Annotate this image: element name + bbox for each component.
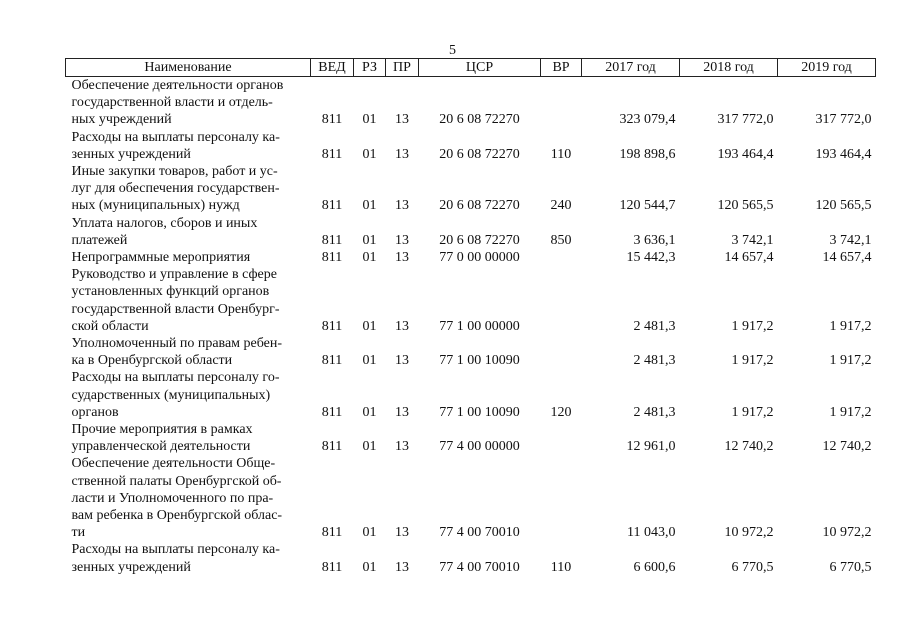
row-pr: 13 — [395, 353, 409, 369]
row-name-line: Расходы на выплаты персоналу ка- — [71, 542, 280, 558]
row-ved: 811 — [321, 198, 343, 214]
row-name-line: ственной палаты Оренбургской об- — [71, 473, 282, 489]
row-2019: 12 740,2 — [822, 439, 872, 455]
row-rz: 01 — [362, 559, 377, 575]
row-2019: 120 565,5 — [815, 198, 872, 214]
row-name-line: ных (муниципальных) нужд — [71, 198, 240, 214]
row-pr: 13 — [395, 404, 409, 420]
row-name-line: Уплата налогов, сборов и иных — [71, 215, 258, 231]
row-name — [66, 266, 311, 335]
row-ved: 811 — [321, 146, 343, 162]
row-2018: 3 742,1 — [731, 232, 774, 248]
row-2018: 317 772,0 — [717, 112, 774, 128]
row-2019: 3 742,1 — [829, 232, 872, 248]
row-name-line: вам ребенка в Оренбургской облас- — [71, 508, 283, 524]
row-ved: 811 — [321, 318, 343, 334]
row-2019: 1 917,2 — [829, 318, 872, 334]
row-name-line: управленческой деятельности — [71, 439, 251, 455]
row-2018: 193 464,4 — [717, 146, 774, 162]
row-name-line: ных учреждений — [71, 112, 172, 128]
row-2017: 2 481,3 — [633, 318, 676, 334]
row-2018: 6 770,5 — [731, 559, 774, 575]
row-name-line: зенных учреждений — [71, 559, 191, 575]
row-name-line: Расходы на выплаты персоналу ка- — [71, 129, 280, 145]
row-pr: 13 — [395, 198, 409, 214]
row-2019: 14 657,4 — [822, 250, 872, 266]
row-csr: 77 1 00 10090 — [439, 353, 520, 369]
row-2019: 1 917,2 — [829, 353, 872, 369]
row-ved: 811 — [321, 439, 343, 455]
row-vr: 240 — [550, 198, 572, 214]
row-name-line: Непрограммные мероприятия — [71, 250, 251, 266]
row-name-line: сударственных (муниципальных) — [71, 387, 271, 403]
header-name: Наименование — [66, 59, 311, 77]
row-name-line: зенных учреждений — [71, 146, 191, 162]
table-row — [66, 163, 876, 215]
row-csr: 77 1 00 10090 — [439, 404, 520, 420]
row-pr: 13 — [395, 250, 409, 266]
row-ved: 811 — [321, 525, 343, 541]
row-ved: 811 — [321, 250, 343, 266]
row-vr: 850 — [550, 232, 572, 248]
row-name-line: платежей — [71, 232, 128, 248]
row-name-line: ласти и Уполномоченного по пра- — [71, 490, 274, 506]
row-vr: 110 — [550, 559, 572, 575]
row-2019: 6 770,5 — [829, 559, 872, 575]
row-csr: 77 4 00 70010 — [439, 525, 520, 541]
row-rz: 01 — [362, 112, 377, 128]
table-header-row — [66, 59, 876, 77]
row-2019: 193 464,4 — [815, 146, 872, 162]
row-vr — [541, 421, 582, 455]
row-2017: 3 636,1 — [633, 232, 676, 248]
row-name-line: луг для обеспечения государствен- — [71, 181, 280, 197]
row-vr — [541, 249, 582, 266]
row-vr — [541, 335, 582, 369]
row-name — [66, 541, 311, 575]
row-name-line: установленных функций органов — [71, 284, 270, 300]
row-csr: 77 4 00 70010 — [439, 559, 520, 575]
row-2017: 12 961,0 — [626, 439, 676, 455]
row-name-line: Прочие мероприятия в рамках — [71, 422, 253, 438]
table-row — [66, 335, 876, 369]
row-rz: 01 — [362, 232, 377, 248]
row-name-line: Обеспечение деятельности Обще- — [71, 456, 276, 472]
table-row — [66, 455, 876, 541]
row-name-line: ка в Оренбургской области — [71, 353, 233, 369]
row-name-line: Обеспечение деятельности органов — [71, 78, 284, 93]
row-vr — [541, 77, 582, 129]
row-name-line: Руководство и управление в сфере — [71, 267, 277, 283]
row-name-line: государственной власти и отдель- — [71, 95, 273, 111]
row-name-line: Расходы на выплаты персоналу го- — [71, 370, 280, 386]
row-name — [66, 77, 311, 129]
row-pr: 13 — [395, 318, 409, 334]
table-row — [66, 369, 876, 421]
header-2018: 2018 год — [680, 59, 778, 77]
row-pr: 13 — [395, 525, 409, 541]
table-row — [66, 421, 876, 455]
row-rz: 01 — [362, 250, 377, 266]
row-rz: 01 — [362, 198, 377, 214]
row-pr: 13 — [395, 559, 409, 575]
row-ved: 811 — [321, 404, 343, 420]
table-row — [66, 249, 876, 266]
header-pr: ПР — [386, 59, 419, 77]
row-vr — [541, 266, 582, 335]
row-name — [66, 249, 311, 266]
row-pr: 13 — [395, 439, 409, 455]
row-name — [66, 215, 311, 249]
row-csr: 20 6 08 72270 — [439, 232, 520, 248]
row-vr — [541, 455, 582, 541]
header-ved: ВЕД — [311, 59, 354, 77]
row-csr: 77 4 00 00000 — [439, 439, 520, 455]
header-csr: ЦСР — [419, 59, 541, 77]
row-2017: 198 898,6 — [619, 146, 676, 162]
row-2017: 120 544,7 — [619, 198, 676, 214]
row-ved: 811 — [321, 559, 343, 575]
row-2018: 120 565,5 — [717, 198, 774, 214]
row-rz: 01 — [362, 439, 377, 455]
row-2017: 2 481,3 — [633, 404, 676, 420]
row-2017: 6 600,6 — [633, 559, 676, 575]
row-2018: 14 657,4 — [724, 250, 774, 266]
row-2019: 10 972,2 — [822, 525, 872, 541]
header-2017: 2017 год — [582, 59, 680, 77]
row-name-line: Иные закупки товаров, работ и ус- — [71, 164, 278, 180]
row-rz: 01 — [362, 146, 377, 162]
row-name-line: органов — [71, 404, 119, 420]
row-2017: 2 481,3 — [633, 353, 676, 369]
row-name — [66, 369, 311, 421]
row-csr: 20 6 08 72270 — [439, 146, 520, 162]
row-2018: 10 972,2 — [724, 525, 774, 541]
table-row — [66, 541, 876, 575]
row-csr: 77 1 00 00000 — [439, 318, 520, 334]
row-name-line: Уполномоченный по правам ребен- — [71, 336, 283, 352]
row-ved: 811 — [321, 232, 343, 248]
budget-table — [65, 58, 876, 576]
row-2017: 323 079,4 — [619, 112, 676, 128]
row-2017: 11 043,0 — [627, 525, 676, 541]
row-2019: 1 917,2 — [829, 404, 872, 420]
row-csr: 77 0 00 00000 — [439, 250, 520, 266]
header-rz: РЗ — [354, 59, 386, 77]
row-2018: 1 917,2 — [731, 318, 774, 334]
row-pr: 13 — [395, 146, 409, 162]
row-pr: 13 — [395, 112, 409, 128]
row-name — [66, 129, 311, 163]
page-number: 5 — [449, 43, 456, 58]
row-2018: 12 740,2 — [724, 439, 774, 455]
row-rz: 01 — [362, 404, 377, 420]
row-2017: 15 442,3 — [626, 250, 676, 266]
row-rz: 01 — [362, 525, 377, 541]
header-2019: 2019 год — [778, 59, 876, 77]
row-vr: 120 — [550, 404, 572, 420]
row-csr: 20 6 08 72270 — [439, 198, 520, 214]
row-2018: 1 917,2 — [731, 353, 774, 369]
row-name-line: ти — [71, 525, 86, 541]
row-name — [66, 421, 311, 455]
row-name — [66, 335, 311, 369]
row-ved: 811 — [321, 112, 343, 128]
table-row — [66, 77, 876, 129]
table-row — [66, 266, 876, 335]
row-name-line: государственной власти Оренбург- — [71, 301, 280, 317]
row-rz: 01 — [362, 353, 377, 369]
table-row — [66, 215, 876, 249]
row-rz: 01 — [362, 318, 377, 334]
row-ved: 811 — [321, 353, 343, 369]
row-vr: 110 — [550, 146, 572, 162]
row-name — [66, 163, 311, 215]
table-row — [66, 129, 876, 163]
row-csr: 20 6 08 72270 — [439, 112, 520, 128]
row-2018: 1 917,2 — [731, 404, 774, 420]
row-name — [66, 455, 311, 541]
row-pr: 13 — [395, 232, 409, 248]
row-name-line: ской области — [71, 318, 149, 334]
header-vr: ВР — [541, 59, 582, 77]
table-body — [66, 77, 876, 576]
row-2019: 317 772,0 — [815, 112, 872, 128]
